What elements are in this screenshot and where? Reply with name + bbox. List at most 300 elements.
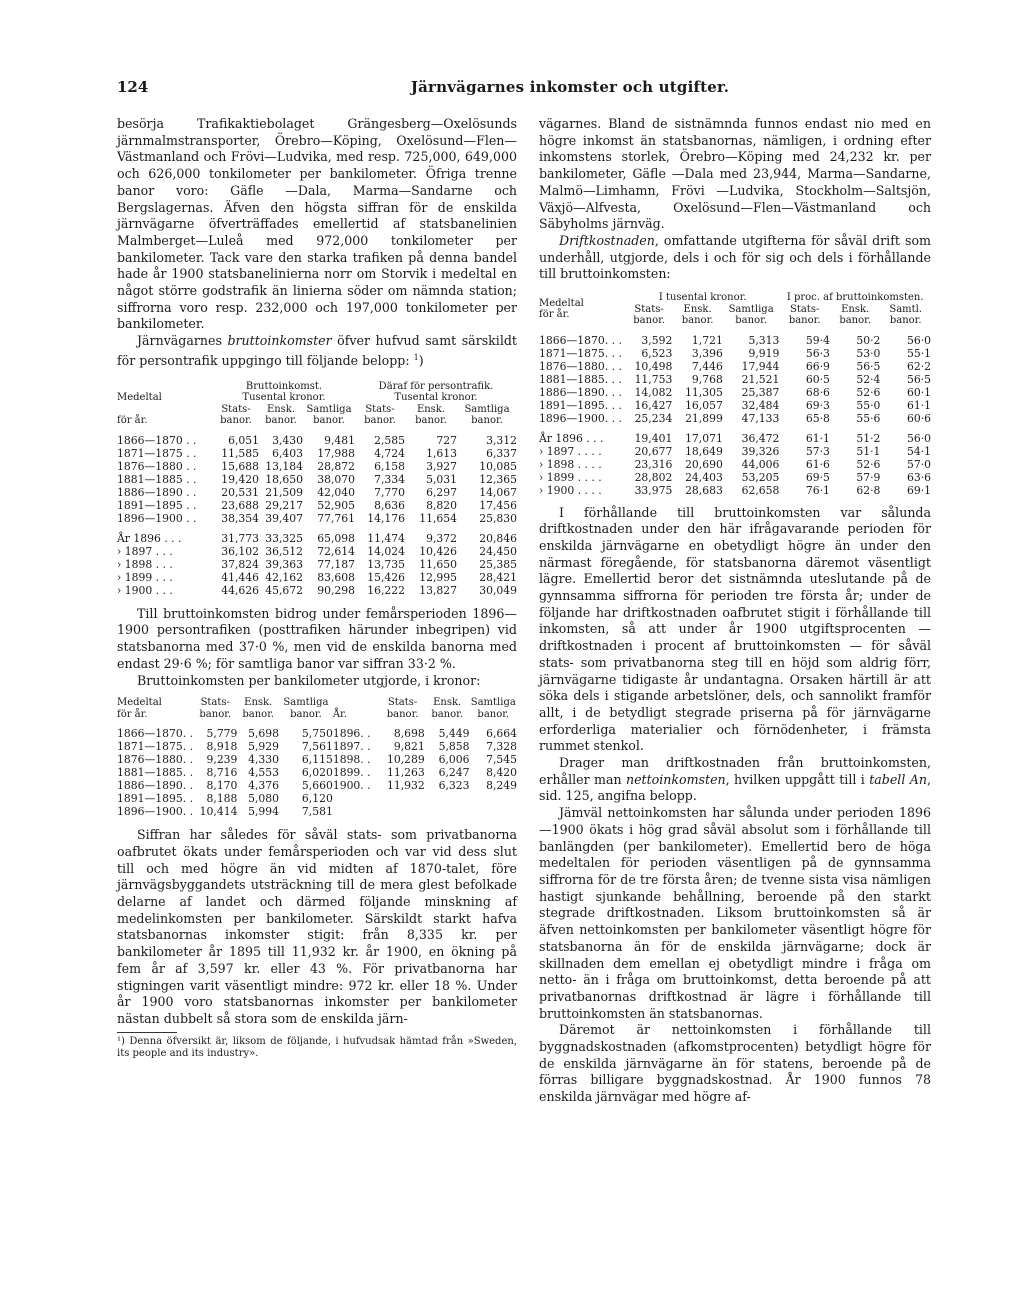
table-cell: 6,247: [438, 766, 470, 780]
table-cell: [470, 805, 517, 818]
table-cell: [380, 792, 424, 805]
table-cell: [380, 805, 424, 818]
table-cell: 1881—1885 . .: [117, 472, 197, 486]
table-cell: 1896—1900. . .: [539, 411, 622, 425]
table-cell: 7,581: [301, 805, 333, 819]
table-cell: 21,899: [685, 411, 723, 425]
table-cell: 17,456: [479, 498, 517, 512]
table-header: Ensk. banor.: [431, 697, 463, 720]
table-cell: 3,430: [272, 433, 303, 447]
table-row: [117, 512, 517, 525]
page-number: 124: [117, 78, 149, 96]
table-cell: 56·5: [906, 372, 931, 386]
table-cell: 5,858: [438, 740, 470, 754]
table-cell: 10,289: [387, 753, 425, 767]
table-cell: 28,872: [317, 459, 355, 473]
table-cell: 11,305: [685, 385, 723, 399]
table-cell: 5,449: [438, 727, 470, 741]
table-cell: 13,735: [367, 557, 405, 571]
table-header: Stats- banor.: [386, 697, 419, 720]
table-cell: 1900. .: [332, 779, 371, 793]
table-cell: 6,020: [301, 766, 333, 780]
table-header: Stats- banor.: [788, 303, 821, 327]
table-cell: 5,031: [426, 472, 457, 486]
table-cell: 1866—1870. .: [117, 727, 194, 741]
table-cell: 11,932: [387, 779, 425, 793]
table-cell: 25,830: [479, 511, 517, 525]
table-cell: 8,716: [206, 766, 238, 780]
table-cell: [333, 805, 381, 818]
table-cell: 53,205: [741, 470, 780, 484]
table-cell: 4,376: [248, 779, 279, 793]
table-cell: 60·5: [805, 372, 830, 386]
table-cell: 47,133: [741, 411, 780, 425]
table-row: [117, 447, 517, 460]
table-header: Ensk. banor.: [242, 697, 275, 720]
right-column: [539, 116, 931, 1106]
table-cell: 727: [436, 433, 457, 447]
table-cell: År 1896 . . .: [117, 531, 182, 545]
table-row: [539, 458, 931, 471]
table-cell: 7,446: [691, 359, 723, 373]
table-cell: › 1898 . . . .: [539, 457, 602, 471]
table-row: [539, 373, 931, 386]
table-cell: 28,421: [479, 570, 517, 584]
table-cell: 2,585: [374, 433, 405, 447]
table-cell: 90,298: [317, 583, 355, 597]
table-cell: 44,626: [221, 583, 259, 597]
table-cell: 55·6: [856, 411, 881, 425]
table-row: [117, 499, 517, 512]
income-per-km-table: [117, 697, 517, 818]
table-cell: 36,472: [741, 431, 780, 445]
paragraph: Däremot är nettoinkomsten i förhållande till byggnadskostnaden (afkomstprocenten) betydligt högre för de enskilda järnvägarne än för statens, beroende på de förras billigare byggnadskostnad. År 1900 funnos 78 enskilda järnvägar med högre af-: [539, 1022, 931, 1105]
table-cell: 38,354: [221, 511, 259, 525]
table-cell: 60·6: [906, 411, 931, 425]
table-cell: 17,988: [317, 446, 355, 460]
table-cell: 8,820: [426, 498, 457, 512]
table-cell: › 1898 . . .: [117, 557, 173, 571]
table-cell: 68·6: [805, 385, 830, 399]
table-cell: 42,040: [317, 485, 355, 499]
table-cell: 39,407: [265, 511, 303, 525]
table-cell: [333, 792, 381, 805]
table-cell: 1866—1870 . .: [117, 433, 197, 447]
table-cell: 20,677: [634, 444, 673, 458]
table-cell: [425, 792, 470, 805]
table-cell: 20,531: [221, 485, 259, 499]
table-cell: 6,158: [374, 459, 405, 473]
table-cell: 16,427: [634, 398, 673, 412]
table-cell: 11,650: [419, 557, 457, 571]
table-cell: 28,683: [685, 483, 723, 497]
table-cell: 4,330: [248, 753, 279, 767]
table-cell: 31,773: [221, 531, 259, 545]
text-run: , omfattande utgifterna för såväl drift som underhåll, utgjorde, dels i och för sig och dels i förhållande till bruttoinkomsten:: [539, 232, 931, 282]
table-cell: 69·1: [906, 483, 931, 497]
table-cell: 12,365: [479, 472, 517, 486]
paragraph: [117, 333, 517, 370]
table-cell: 1881—1885. .: [117, 766, 194, 780]
table-cell: 11,585: [221, 446, 259, 460]
table-cell: 1896—1900 . .: [117, 511, 197, 525]
table-cell: 5,080: [248, 792, 279, 806]
table-cell: 60·1: [906, 385, 931, 399]
table-cell: 16,222: [367, 583, 405, 597]
table-cell: 1,721: [691, 333, 723, 347]
table-cell: 1891—1895. . .: [539, 398, 622, 412]
table-cell: 8,636: [374, 498, 405, 512]
table-row: [117, 584, 517, 597]
table-cell: 13,184: [265, 459, 303, 473]
table-row: [539, 445, 931, 458]
table-row: [117, 486, 517, 499]
table-cell: 56·5: [856, 359, 881, 373]
table-cell: 6,523: [641, 346, 673, 360]
table-cell: 30,049: [479, 583, 517, 597]
table-cell: 24,450: [479, 544, 517, 558]
table-row: [117, 792, 517, 805]
table-cell: 76·1: [805, 483, 830, 497]
table-header: Samtliga banor.: [470, 697, 516, 720]
table-row: [539, 412, 931, 425]
table-cell: › 1897 . . .: [117, 544, 173, 558]
table-cell: 7,328: [486, 740, 517, 754]
table-cell: 4,724: [374, 446, 405, 460]
table-cell: 38,070: [317, 472, 355, 486]
table-cell: 56·0: [906, 333, 931, 347]
text-run: Drager man driftkostnaden från bruttoinkomsten, erhåller man: [539, 755, 931, 787]
table-cell: 61·6: [805, 457, 830, 471]
table-cell: 10,426: [419, 544, 457, 558]
paragraph: vägarnes. Bland de sistnämnda funnos endast nio med en högre inkomst än statsbanornas, nämligen, i ordning efter inkomstens storlek, Örebro—Köping med 24,232 kr. per bankilometer, Gäfle —Dala med 23,944, Marma—Sandarne, Malmö—Limhamn, Frövi —Ludvika, Stockholm—Saltsjön, Växjö—Alfvesta, Oxelösund—Flen—Västmanland och Säbyholms järnväg.: [539, 116, 931, 232]
table-cell: 6,403: [272, 446, 303, 460]
table-row: [539, 484, 931, 497]
table-cell: 65,098: [317, 531, 355, 545]
table-cell: 57·3: [805, 444, 830, 458]
table-cell: [470, 792, 517, 805]
table-cell: 18,650: [265, 472, 303, 486]
table-cell: 1876—1880. . .: [539, 359, 622, 373]
table-header: Samtliga banor.: [728, 303, 774, 327]
table-cell: 51·2: [856, 431, 881, 445]
table-cell: 33,325: [265, 531, 303, 545]
table-cell: 11,474: [367, 531, 405, 545]
table-cell: 6,323: [438, 779, 470, 793]
table-cell: 8,188: [206, 792, 238, 806]
table-cell: 36,102: [221, 544, 259, 558]
table-header: I proc. af bruttoinkomsten.: [786, 292, 924, 304]
table-cell: 33,975: [634, 483, 673, 497]
table-cell: 10,085: [479, 459, 517, 473]
table-cell: 14,176: [367, 511, 405, 525]
table-cell: 1866—1870. . .: [539, 333, 622, 347]
table-cell: 8,918: [206, 740, 238, 754]
table-cell: 10,498: [634, 359, 673, 373]
table-cell: 23,316: [634, 457, 673, 471]
table-cell: 6,115: [301, 753, 333, 767]
table-row: [539, 334, 931, 347]
paragraph: I förhållande till bruttoinkomsten var sålunda driftkostnaden under den här ifrågavarande perioden för enskilda järnvägarne en obetydligt högre än under den närmast föregående, för statsbanorna däremot väsentligt lägre. Emellertid beror det sistnämnda uteslutande på de gynnsamma siffrorna för perioden tre första år; under de följande har driftkostnaden oafbrutet stigit i förhållande till inkomsten, så att under år 1900 utgiftsprocenten — driftkostnaden i procent af bruttoinkomsten — för såväl stats- som privatbanorna steg till en höjd som aldrig förr, järnvägarne tidigaste år undantagna. Orsaken härtill är att söka dels i stigande arbetslöner, dels, och sannolikt framför allt, i de betydligt stegrade priserna på för järnvägarne erforderliga materialier och förnödenheter, i främsta rummet stenkol.: [539, 504, 931, 754]
table-cell: 52·6: [856, 385, 881, 399]
table-cell: 50·2: [856, 333, 881, 347]
table-cell: 7,561: [301, 740, 333, 754]
table-cell: 18,649: [685, 444, 723, 458]
footnote: ¹) Denna öfversikt är, liksom de följande, i hufvudsak hämtad från »Sweden, its people and its industry».: [117, 1035, 517, 1060]
footnote-divider: [117, 1032, 177, 1033]
table-cell: 17,944: [741, 359, 780, 373]
table-cell: 52·4: [856, 372, 881, 386]
table-cell: 7,334: [374, 472, 405, 486]
table-cell: 1886—1890. . .: [539, 385, 622, 399]
table-cell: › 1900 . . . .: [539, 483, 602, 497]
table-cell: 55·1: [906, 346, 931, 360]
table-cell: 5,698: [248, 727, 279, 741]
paragraph: Till bruttoinkomsten bidrog under femårsperioden 1896—1900 persontrafiken (posttrafiken härunder inbegripen) vid statsbanorna med 37·0 %, men vid de enskilda banorna med endast 29·6 %; för samtliga banor var siffran 33·2 %.: [117, 605, 517, 671]
table-cell: 3,312: [486, 433, 517, 447]
table-header: Tusental kronor.: [242, 392, 326, 404]
table-cell: 54·1: [906, 444, 931, 458]
left-column: [117, 116, 517, 1061]
table-cell: 41,446: [221, 570, 259, 584]
table-cell: 1871—1875. .: [117, 740, 194, 754]
table-header: I tusental kronor.: [658, 292, 747, 304]
table-cell: 1886—1890 . .: [117, 485, 197, 499]
text-run: , sid. 125, angifna belopp.: [539, 771, 931, 804]
table-header: Ensk. banor.: [681, 303, 714, 327]
table-cell: 8,170: [206, 779, 238, 793]
table-cell: 69·5: [805, 470, 830, 484]
table-cell: 1886—1890. .: [117, 779, 194, 793]
table-cell: År 1896 . . .: [539, 431, 604, 445]
table-row: [539, 347, 931, 360]
text-run: Järnvägarnes: [137, 333, 228, 349]
table-cell: 1896. .: [332, 727, 371, 741]
table-row: [117, 753, 517, 766]
table-cell: 11,753: [634, 372, 673, 386]
italic-term: tabell An: [869, 771, 927, 787]
italic-term: Driftkostnaden: [559, 232, 655, 248]
table-cell: 1891—1895 . .: [117, 498, 197, 512]
table-cell: 36,512: [265, 544, 303, 558]
table-header: Samtliga banor.: [283, 697, 329, 720]
table-header: Medeltal för år.: [539, 297, 584, 321]
table-row: [117, 545, 517, 558]
table-cell: 14,024: [367, 544, 405, 558]
italic-term: nettoinkomsten: [625, 771, 726, 787]
table-cell: 32,484: [741, 398, 780, 412]
table-cell: 5,779: [206, 727, 238, 741]
table-header: för år.: [117, 415, 148, 427]
table-cell: 21,509: [265, 485, 303, 499]
table-cell: 4,553: [248, 766, 279, 780]
table-cell: 63·6: [906, 470, 931, 484]
table-header: Ensk. banor.: [415, 403, 447, 427]
table-cell: 52,905: [317, 498, 355, 512]
table-row: [117, 460, 517, 473]
table-row: [539, 386, 931, 399]
table-row: [117, 805, 517, 818]
table-cell: 15,688: [221, 459, 259, 473]
table-cell: 19,401: [634, 431, 673, 445]
table-cell: 69·3: [805, 398, 830, 412]
table-cell: 1897. .: [332, 740, 371, 754]
table-cell: 25,385: [479, 557, 517, 571]
table-header: Samtliga banor.: [464, 403, 510, 427]
table-cell: 28,802: [634, 470, 673, 484]
table-cell: 56·3: [805, 346, 830, 360]
table-cell: 1881—1885. . .: [539, 372, 622, 386]
table-cell: › 1899 . . .: [117, 570, 173, 584]
table-cell: 25,234: [634, 411, 673, 425]
table-cell: 14,082: [634, 385, 673, 399]
table-cell: 6,337: [486, 446, 517, 460]
table-cell: 9,919: [748, 346, 780, 360]
table-cell: 6,006: [438, 753, 470, 767]
table-cell: 5,929: [248, 740, 279, 754]
table-cell: 3,592: [641, 333, 673, 347]
table-row: [117, 740, 517, 753]
table-row: [117, 571, 517, 584]
table-cell: 6,297: [426, 485, 457, 499]
table-cell: 9,372: [426, 531, 457, 545]
table-header: Samtl. banor.: [889, 303, 923, 327]
table-cell: 29,217: [265, 498, 303, 512]
table-cell: 13,827: [419, 583, 457, 597]
table-cell: 59·4: [805, 333, 830, 347]
table-cell: 7,770: [374, 485, 405, 499]
table-header: Stats- banor.: [364, 403, 396, 427]
paragraph: Siffran har således för såväl stats- som privatbanorna oafbrutet ökats under femårsperioden och var vid dess slut till och med högre än vid midten af 1870-talet, före järnvägsbyggandets utsträckning till de mera glest befolkade delarne af landet och därmed följande minskning af medelinkomsten per bankilometer. Särskildt starkt hafva statsbanornas inkomster stigit: från 8,335 kr. per bankilometer år 1895 till 11,932 kr. år 1900, en ökning på fem år af 3,597 kr. eller 43 %. För privatbanorna har stigningen varit väsentligt mindre: 972 kr. eller 18 %. Under år 1900 voro statsbanornas inkomster per bankilometer nästan dubbelt så stora som de enskilda järn-: [117, 827, 517, 1026]
table-cell: 6,120: [301, 792, 333, 806]
table-row: [117, 558, 517, 571]
table-cell: 23,688: [221, 498, 259, 512]
table-cell: 3,927: [426, 459, 457, 473]
table-cell: 61·1: [805, 431, 830, 445]
table-cell: 39,326: [741, 444, 780, 458]
paragraph: [539, 755, 931, 805]
table-row: [117, 434, 517, 447]
table-header: Medeltal: [117, 392, 162, 404]
table-cell: 7,545: [486, 753, 517, 767]
paragraph: Jämväl nettoinkomsten har sålunda under perioden 1896—1900 ökats i hög grad såväl absolut som i förhållande till banlängden (per bankilometer). Emellertid bero de höga medeltalen för perioden väsentligen på de gynnsamma siffrorna för de tre första åren; de tvenne sista visa nämligen hastigt sjunkande behållning, beroende på den starkt stegrade driftkostnaden. Liksom bruttoinkomsten så är äfven nettoinkomsten per bankilometer väsentligt högre för statsbanorna än för de enskilda järnvägarne; dock är skillnaden dem emellan ej obetydligt mindre i fråga om netto- än i fråga om bruttoinkomst, detta beroende på att privatbanornas driftkostnad är lägre i förhållande till bruttoinkomsten än statsbanornas.: [539, 805, 931, 1021]
table-header: Stats- banor.: [633, 303, 665, 327]
table-cell: 39,363: [265, 557, 303, 571]
table-header: Ensk. banor.: [265, 403, 297, 427]
table-cell: 51·1: [856, 444, 881, 458]
table-cell: 11,654: [419, 511, 457, 525]
gross-income-table: [117, 381, 517, 597]
table-cell: 19,420: [221, 472, 259, 486]
table-header: Medeltal för år.: [117, 697, 162, 720]
table-cell: 1899. .: [332, 766, 371, 780]
table-cell: 77,187: [317, 557, 355, 571]
table-cell: 8,249: [486, 779, 517, 793]
table-header: Tusental kronor.: [394, 392, 478, 404]
table-cell: [425, 805, 470, 818]
table-row: [117, 532, 517, 545]
table-cell: 10,414: [199, 805, 238, 819]
table-cell: 55·0: [856, 398, 881, 412]
table-cell: 9,768: [691, 372, 723, 386]
table-cell: 20,690: [685, 457, 723, 471]
table-cell: 52·6: [856, 457, 881, 471]
table-cell: 65·8: [805, 411, 830, 425]
paragraph: Bruttoinkomsten per bankilometer utgjorde, i kronor:: [137, 672, 481, 688]
text-run: ): [418, 353, 424, 369]
running-title: Järnvägarnes inkomster och utgifter.: [410, 78, 730, 96]
table-cell: 5,313: [748, 333, 780, 347]
table-cell: 1876—1880 . .: [117, 459, 197, 473]
table-cell: 17,071: [685, 431, 723, 445]
table-cell: 62·2: [906, 359, 931, 373]
table-cell: 9,821: [393, 740, 425, 754]
footnote-marker: 1: [413, 352, 419, 362]
table-header: År.: [332, 708, 347, 720]
table-cell: 62·8: [856, 483, 881, 497]
table-cell: 24,403: [685, 470, 723, 484]
table-header: Bruttoinkomst.: [245, 380, 323, 392]
table-cell: 1876—1880. .: [117, 753, 194, 767]
table-row: [539, 360, 931, 373]
table-cell: 16,057: [685, 398, 723, 412]
operating-cost-table: [539, 292, 931, 497]
table-header: Stats- banor.: [220, 403, 252, 427]
table-header: Däraf för persontrafik.: [378, 380, 494, 392]
table-cell: 3,396: [691, 346, 723, 360]
table-cell: 37,824: [221, 557, 259, 571]
table-row: [539, 471, 931, 484]
table-cell: › 1900 . . .: [117, 583, 173, 597]
table-row: [117, 779, 517, 792]
table-cell: › 1899 . . . .: [539, 470, 602, 484]
table-cell: 77,761: [317, 511, 355, 525]
table-header: Stats- banor.: [199, 697, 232, 720]
table-cell: 66·9: [805, 359, 830, 373]
table-cell: 5,660: [301, 779, 333, 793]
table-cell: 1,613: [426, 446, 457, 460]
text-run: , hvilken uppgått till i: [725, 771, 870, 787]
table-cell: 62,658: [741, 483, 780, 497]
table-cell: 9,481: [324, 433, 355, 447]
table-cell: 57·0: [906, 457, 931, 471]
table-cell: › 1897 . . . .: [539, 444, 602, 458]
paragraph: besörja Trafikaktiebolaget Grängesberg—Oxelösunds järnmalmstransporter, Örebro—Köping, Oxelösund—Flen—Västmanland och Frövi—Ludvika, med resp. 725,000, 649,000 och 626,000 tonkilometer per bankilometer. Öfriga trenne banor voro: Gäfle —Dala, Marma—Sandarne och Bergslagernas. Äfven den högsta siffran för de enskilda järnvägarne öfverträffades emellertid af statsbanelinien Malmberget—Luleå med 972,000 tonkilometer per bankilometer. Tack vare den starka trafiken på denna bandel hade år 1900 statsbanelinierna norr om Storvik i medeltal en något större godstrafik än linierna söder om nämnda station; siffrorna voro resp. 232,000 och 197,000 tonkilometer per bankilometer.: [117, 116, 517, 332]
table-row: [117, 766, 517, 779]
italic-term: bruttoinkomster: [227, 333, 332, 349]
table-cell: 53·0: [856, 346, 881, 360]
table-row: [539, 432, 931, 445]
table-cell: 25,387: [741, 385, 780, 399]
table-cell: 6,051: [228, 433, 259, 447]
paragraph: [539, 233, 931, 283]
table-cell: 1891—1895. .: [117, 792, 194, 806]
table-header: Samtliga banor.: [306, 403, 352, 427]
table-cell: 9,239: [206, 753, 238, 767]
table-cell: 45,672: [265, 583, 303, 597]
table-cell: 11,263: [387, 766, 425, 780]
table-cell: 83,608: [317, 570, 355, 584]
table-cell: 21,521: [741, 372, 780, 386]
table-cell: 72,614: [317, 544, 355, 558]
table-cell: 1871—1875. . .: [539, 346, 622, 360]
table-row: [117, 473, 517, 486]
table-cell: 1871—1875 . .: [117, 446, 197, 460]
table-cell: 5,994: [248, 805, 279, 819]
table-cell: 1898. .: [332, 753, 371, 767]
text-run: öfver hufvud samt särskildt för persontrafik uppgingo till följande belopp:: [117, 333, 517, 369]
table-cell: 61·1: [906, 398, 931, 412]
